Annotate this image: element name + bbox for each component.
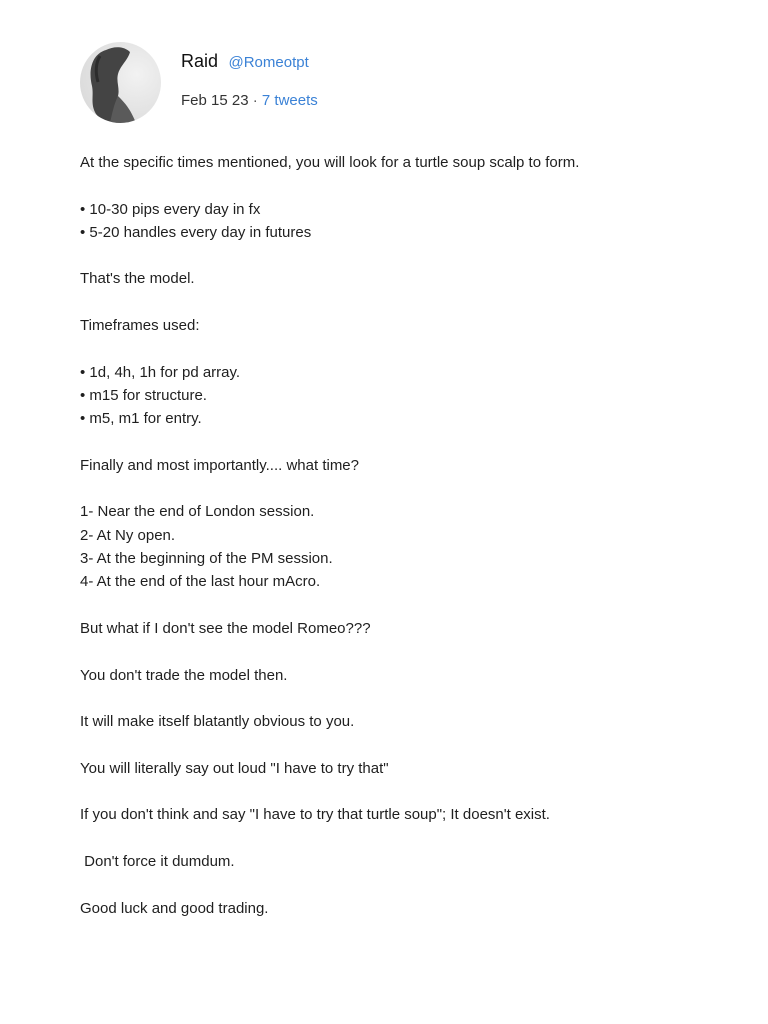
paragraph-gap <box>80 174 720 197</box>
avatar-silhouette-icon <box>80 42 161 123</box>
paragraph-line: Don't force it dumdum. <box>80 852 235 870</box>
paragraph-gap <box>80 244 720 267</box>
paragraph-gap <box>80 733 720 756</box>
thread-header <box>80 42 700 126</box>
author-handle[interactable]: @Romeotpt <box>228 54 309 71</box>
paragraph-line: • m15 for structure. <box>80 386 207 404</box>
author-line <box>181 51 309 72</box>
paragraph-gap <box>80 337 720 360</box>
paragraph-line: • 10-30 pips every day in fx <box>80 200 261 218</box>
meta-separator: · <box>252 92 262 109</box>
paragraph-line: • 5-20 handles every day in futures <box>80 223 312 241</box>
paragraph-line: You don't trade the model then. <box>80 666 288 684</box>
paragraph-line: Good luck and good trading. <box>80 899 269 917</box>
paragraph-gap <box>80 291 720 314</box>
author-name[interactable]: Raid <box>181 51 219 71</box>
paragraph-line: It will make itself blatantly obvious to you. <box>80 713 355 731</box>
paragraph-line: • m5, m1 for entry. <box>80 410 202 428</box>
paragraph-line: At the specific times mentioned, you will look for a turtle soup scalp to form. <box>80 154 580 171</box>
paragraph-gap <box>80 687 720 710</box>
paragraph-line: 2- At Ny open. <box>80 526 176 544</box>
paragraph-gap <box>80 431 720 454</box>
paragraph-line: If you don't think and say "I have to try that turtle soup"; It doesn't exist. <box>80 806 550 824</box>
paragraph-gap <box>80 477 720 500</box>
paragraph-line: Finally and most importantly.... what time? <box>80 456 359 474</box>
paragraph-line: You will literally say out loud "I have to try that" <box>80 759 389 777</box>
paragraph-gap <box>80 827 720 850</box>
paragraph-line: • 1d, 4h, 1h for pd array. <box>80 363 241 381</box>
paragraph-gap <box>80 640 720 663</box>
thread-meta <box>181 92 318 109</box>
paragraph-line: Timeframes used: <box>80 317 200 335</box>
paragraph-line: 4- At the end of the last hour mAcro. <box>80 573 321 591</box>
paragraph-line: 3- At the beginning of the PM session. <box>80 550 333 568</box>
paragraph-gap <box>80 594 720 617</box>
thread-count-link[interactable]: 7 tweets <box>261 92 318 109</box>
paragraph-line: But what if I don't see the model Romeo??? <box>80 619 371 637</box>
paragraph-gap <box>80 873 720 896</box>
paragraph-line: 1- Near the end of London session. <box>80 503 315 521</box>
paragraph-line: That's the model. <box>80 270 195 288</box>
paragraph-gap <box>80 780 720 803</box>
avatar[interactable] <box>80 42 161 123</box>
thread-date: Feb 15 23 <box>181 92 249 109</box>
thread-body <box>80 151 720 920</box>
